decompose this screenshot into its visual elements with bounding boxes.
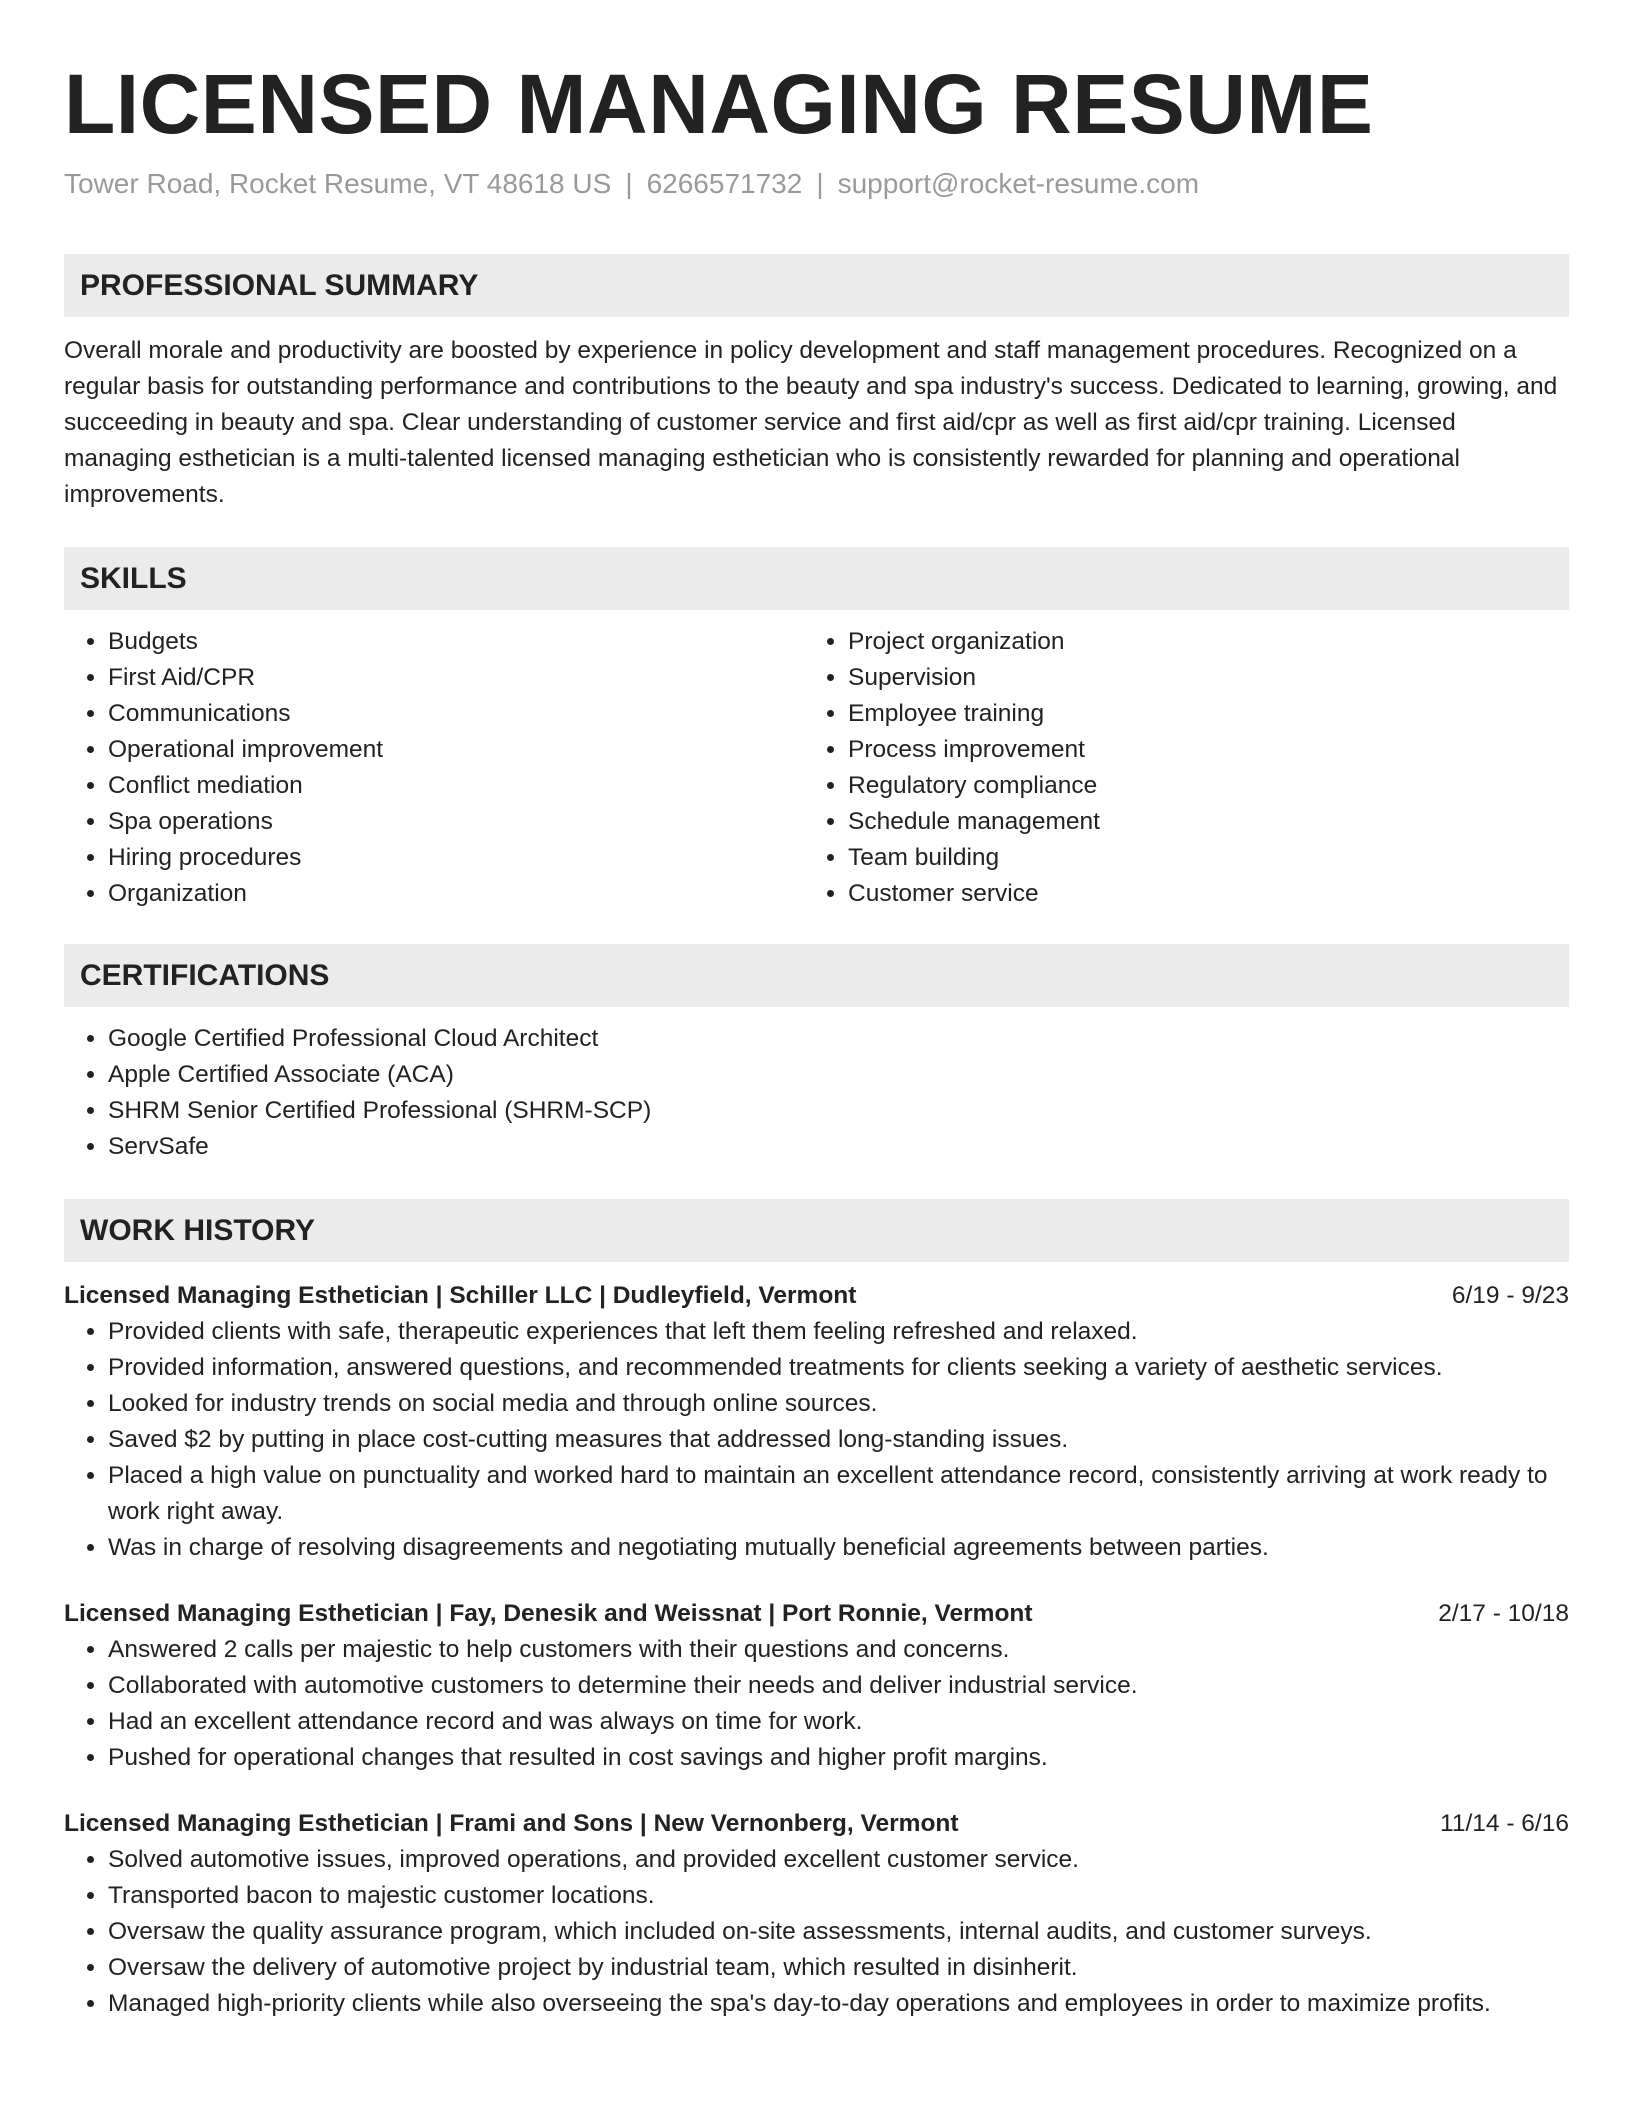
skill-item: • Organization (108, 876, 804, 912)
skill-item: • Employee training (848, 696, 1544, 732)
job-dates: 2/17 - 10/18 (1438, 1600, 1569, 1627)
contact-email[interactable]: support@rocket-resume.com (837, 168, 1200, 199)
skill-item: • Operational improvement (108, 732, 804, 768)
job-title: Licensed Managing Esthetician | Frami and Sons | New Vernonberg, Vermont (64, 1810, 959, 1837)
job-dates: 6/19 - 9/23 (1451, 1282, 1569, 1309)
contact-line (64, 166, 1569, 202)
skill-item: • Project organization (848, 624, 1544, 660)
skill-item: • Spa operations (108, 804, 804, 840)
job-entry (64, 1596, 1569, 1776)
summary-text: Overall morale and productivity are boosted by experience in policy development and staff management procedures. Recognized on a regular basis for outstanding performance and contributions to the beauty and spa industry's success. Dedicated to learning, growing, and succeeding in beauty and spa. Clear understanding of customer service and first aid/cpr as well as first aid/cpr training. Licensed managing esthetician is a multi-talented licensed managing esthetician who is consistently rewarded for planning and operational improvements. (64, 337, 1558, 508)
job-bullets (64, 1632, 1569, 1776)
work-history-heading: WORK HISTORY (64, 1199, 1569, 1262)
skill-item: • Supervision (848, 660, 1544, 696)
job-title: Licensed Managing Esthetician | Schiller LLC | Dudleyfield, Vermont (64, 1282, 857, 1309)
skill-item: • Customer service (848, 876, 1544, 912)
job-bullet: • Oversaw the quality assurance program, which included on-site assessments, internal audits, and customer surveys. (108, 1914, 1569, 1950)
skill-item: • Schedule management (848, 804, 1544, 840)
job-bullet: • Provided information, answered questions, and recommended treatments for clients seeking a variety of aesthetic services. (108, 1350, 1569, 1386)
summary-heading: PROFESSIONAL SUMMARY (64, 254, 1569, 317)
job-entry (64, 1278, 1569, 1566)
skill-item: • Regulatory compliance (848, 768, 1544, 804)
job-bullet: • Placed a high value on punctuality and worked hard to maintain an excellent attendance record, consistently arriving at work ready to work right away. (108, 1458, 1569, 1530)
job-bullet: • Collaborated with automotive customers to determine their needs and deliver industrial service. (108, 1668, 1569, 1704)
certification-item: • ServSafe (108, 1129, 1569, 1165)
certification-item: • Google Certified Professional Cloud Architect (108, 1021, 1569, 1057)
certifications-list (64, 1021, 1569, 1165)
skill-item: • Communications (108, 696, 804, 732)
skill-item: • Budgets (108, 624, 804, 660)
skills-column-right (804, 624, 1544, 912)
job-bullet: • Provided clients with safe, therapeutic experiences that left them feeling refreshed and relaxed. (108, 1314, 1569, 1350)
contact-address: Tower Road, Rocket Resume, VT 48618 US (64, 168, 612, 199)
skill-item: • Hiring procedures (108, 840, 804, 876)
skill-item: • Conflict mediation (108, 768, 804, 804)
skills-grid (64, 624, 1569, 912)
skills-list-right (804, 624, 1544, 912)
job-dates: 11/14 - 6/16 (1440, 1810, 1569, 1837)
job-bullet: • Had an excellent attendance record and was always on time for work. (108, 1704, 1569, 1740)
certification-item: • SHRM Senior Certified Professional (SHRM-SCP) (108, 1093, 1569, 1129)
job-bullet: • Solved automotive issues, improved operations, and provided excellent customer service. (108, 1842, 1569, 1878)
job-bullets (64, 1314, 1569, 1566)
job-bullet: • Pushed for operational changes that resulted in cost savings and higher profit margins. (108, 1740, 1569, 1776)
job-header (64, 1806, 1569, 1842)
job-header (64, 1278, 1569, 1314)
job-bullet: • Transported bacon to majestic customer locations. (108, 1878, 1569, 1914)
job-bullet: • Was in charge of resolving disagreements and negotiating mutually beneficial agreements between parties. (108, 1530, 1569, 1566)
contact-separator: | (816, 168, 824, 199)
contact-phone: 6266571732 (646, 168, 803, 199)
contact-separator: | (625, 168, 633, 199)
skill-item: • Team building (848, 840, 1544, 876)
job-bullet: • Oversaw the delivery of automotive project by industrial team, which resulted in disinherit. (108, 1950, 1569, 1986)
certifications-heading: CERTIFICATIONS (64, 944, 1569, 1007)
certification-item: • Apple Certified Associate (ACA) (108, 1057, 1569, 1093)
skills-list-left (64, 624, 804, 912)
job-title: Licensed Managing Esthetician | Fay, Denesik and Weissnat | Port Ronnie, Vermont (64, 1600, 1033, 1627)
job-bullets (64, 1842, 1569, 2022)
job-bullet: • Managed high-priority clients while also overseeing the spa's day-to-day operations and employees in order to maximize profits. (108, 1986, 1569, 2022)
job-bullet: • Saved $2 by putting in place cost-cutting measures that addressed long-standing issues. (108, 1422, 1569, 1458)
job-entry (64, 1806, 1569, 2022)
skills-column-left (64, 624, 804, 912)
skill-item: • First Aid/CPR (108, 660, 804, 696)
skills-heading: SKILLS (64, 547, 1569, 610)
job-header (64, 1596, 1569, 1632)
resume-title: LICENSED MANAGING RESUME (64, 57, 1374, 151)
job-bullet: • Answered 2 calls per majestic to help customers with their questions and concerns. (108, 1632, 1569, 1668)
job-bullet: • Looked for industry trends on social media and through online sources. (108, 1386, 1569, 1422)
skill-item: • Process improvement (848, 732, 1544, 768)
